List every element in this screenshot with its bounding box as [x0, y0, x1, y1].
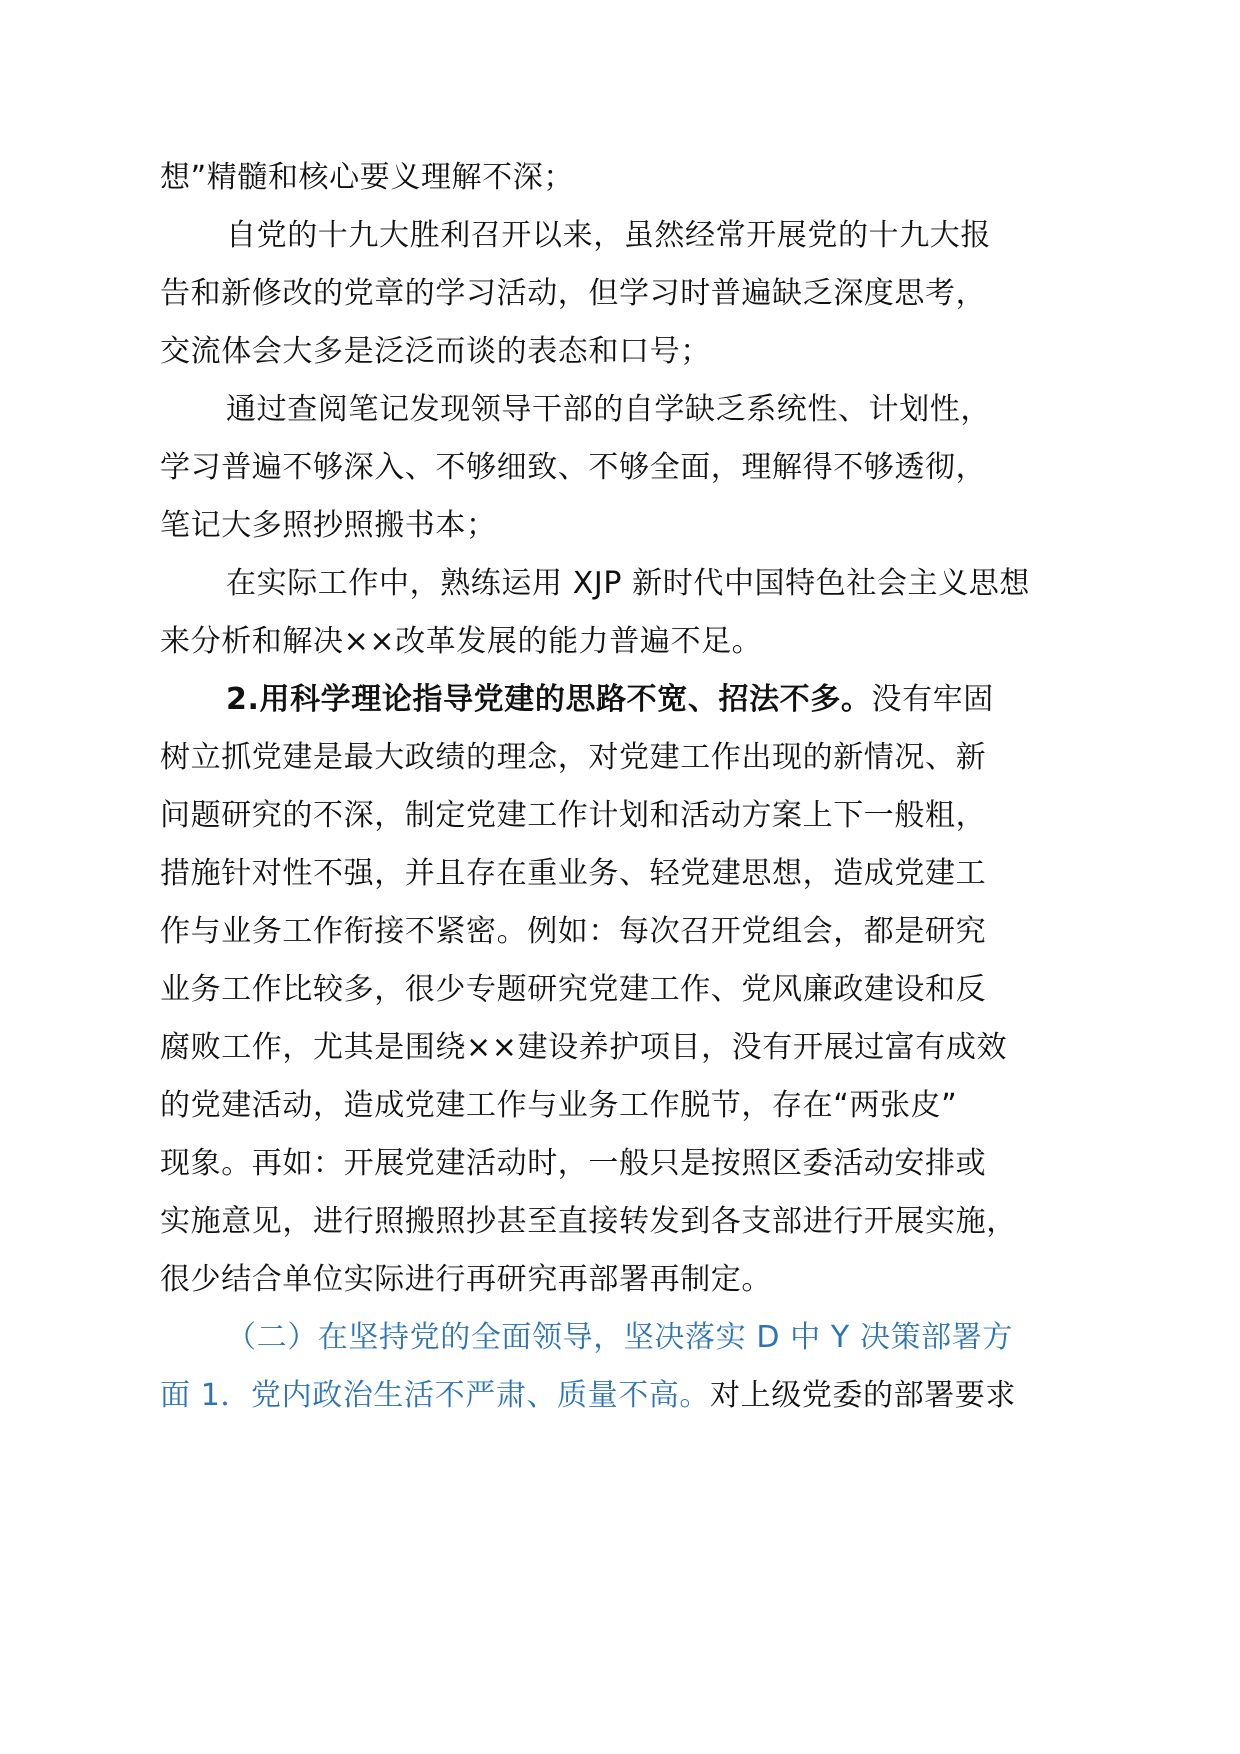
- line-text: 实施意见，进行照搬照抄甚至直接转发到各支部进行开展实施，: [160, 1204, 1017, 1239]
- line-text: 没有牢固: [871, 682, 994, 717]
- paragraph-line: [160, 622, 762, 662]
- section-subheading: [226, 1318, 1013, 1358]
- paragraph-line: [226, 216, 991, 256]
- line-text: 告和新修改的党章的学习活动，但学习时普遍缺乏深度思考，: [160, 276, 987, 311]
- line-text: 现象。再如：开展党建活动时，一般只是按照区委活动安排或: [160, 1146, 987, 1181]
- line-text: 笔记大多照抄照搬书本；: [160, 508, 497, 543]
- line-text: 业务工作比较多，很少专题研究党建工作、党风廉政建设和反: [160, 972, 987, 1007]
- line-text: 通过查阅笔记发现领导干部的自学缺乏系统性、计划性，: [226, 392, 991, 427]
- paragraph-line: [160, 1202, 1017, 1242]
- line-text: 的党建活动，造成党建工作与业务工作脱节，存在“两张皮”: [160, 1088, 958, 1123]
- paragraph-line: [160, 158, 574, 198]
- paragraph-line: [160, 274, 986, 314]
- line-text: （二）在坚持党的全面领导，坚决落实 D 中 Y 决策部署方: [226, 1320, 1013, 1355]
- line-text: 在实际工作中，熟练运用 XJP 新时代中国特色社会主义思想: [226, 566, 1030, 601]
- paragraph-line: [160, 332, 711, 372]
- line-text: 交流体会大多是泛泛而谈的表态和口号；: [160, 334, 711, 369]
- paragraph-line: [160, 796, 986, 836]
- paragraph-line: [226, 564, 1030, 604]
- paragraph-line: [160, 1144, 986, 1184]
- line-text: 很少结合单位实际进行再研究再部署再制定。: [160, 1262, 772, 1297]
- paragraph-line: [160, 506, 497, 546]
- paragraph-line: [160, 970, 986, 1010]
- section-heading: 2.用科学理论指导党建的思路不宽、招法不多。: [226, 682, 872, 717]
- paragraph-line: [160, 1086, 957, 1126]
- paragraph-line: [160, 912, 986, 952]
- line-text: 想”精髓和核心要义理解不深；: [160, 160, 574, 195]
- line-text: 自党的十九大胜利召开以来，虽然经常开展党的十九大报: [226, 218, 991, 253]
- paragraph-line: [226, 390, 991, 430]
- line-text: 来分析和解决××改革发展的能力普遍不足。: [160, 624, 763, 659]
- line-text: 作与业务工作衔接不紧密。例如：每次召开党组会，都是研究: [160, 914, 987, 949]
- line-text: 对上级党委的部署要求: [710, 1378, 1017, 1413]
- subheading-text: 面 1．党内政治生活不严肃、质量不高。: [160, 1378, 711, 1413]
- paragraph-line: [160, 1260, 772, 1300]
- line-text: 腐败工作，尤其是围绕××建设养护项目，没有开展过富有成效: [160, 1030, 1008, 1065]
- paragraph-line: [160, 1376, 1016, 1416]
- paragraph-line: [160, 738, 986, 778]
- paragraph-line: [160, 1028, 1007, 1068]
- line-text: 问题研究的不深，制定党建工作计划和活动方案上下一般粗，: [160, 798, 987, 833]
- paragraph-line: [160, 448, 986, 488]
- line-text: 学习普遍不够深入、不够细致、不够全面，理解得不够透彻，: [160, 450, 987, 485]
- paragraph-line: [160, 854, 986, 894]
- paragraph-line: [226, 680, 994, 720]
- line-text: 措施针对性不强，并且存在重业务、轻党建思想，造成党建工: [160, 856, 987, 891]
- line-text: 树立抓党建是最大政绩的理念，对党建工作出现的新情况、新: [160, 740, 987, 775]
